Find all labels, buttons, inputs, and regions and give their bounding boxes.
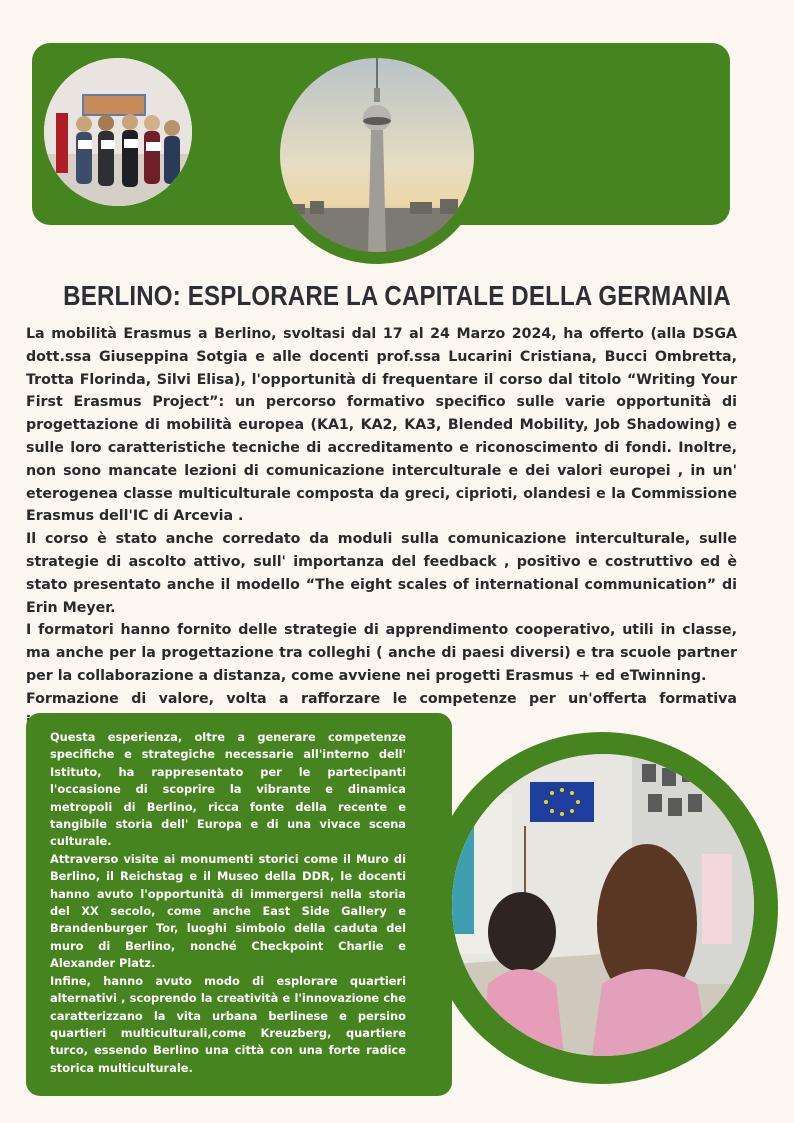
intro-paragraph-4: Formazione di valore, volta a rafforzare le competenze per un'offerta formativa (26, 690, 737, 707)
intro-paragraph-3: I formatori hanno fornito delle strategie di apprendimento cooperativo, utili in classe, ma anche per la progettazione tra colleghi ( anche di paesi diversi) e tra scuole partner per la collaborazione a distanza, come avviene nei progetti Erasmus + ed eTwinning. (26, 622, 737, 684)
box-paragraph-3: Infine, hanno avuto modo di esplorare quartieri alternativi , scoprendo la creatività e l'innovazione che caratterizzano la vita urbana berlinese e persino quartieri multiculturali,come Kreuzberg, quartiere turco, essendo Berlino una città con una forte radice storica multiculturale. (50, 973, 406, 1075)
children-eu-flag-photo (452, 754, 754, 1056)
box-paragraph-2: Attraverso visite ai monumenti storici come il Muro di Berlino, il Reichstag e il Museo della DDR, le docenti hanno avuto l'opportunità di immergersi nella storia del XX secolo, come anche East Side Gallery e Brandenburger Tor, luoghi simbolo della caduta del muro di Berlino, nonché Checkpoint Charlie e Alexander Platz. (50, 851, 406, 971)
box-paragraph-1: Questa esperienza, oltre a generare competenze specifiche e strategiche necessarie all'interno dell' Istituto, ha rappresentato per le partecipanti l'occasione di scoprire la vibrante e dinamica metropoli di Berlino, ricca fonte della recente e tangibile storia dell' Europa e di una vivace scena culturale. (50, 730, 406, 849)
intro-text (26, 323, 737, 733)
group-photo (44, 58, 192, 206)
experience-text (50, 729, 406, 1077)
intro-paragraph-2: Il corso è stato anche corredato da moduli sulla comunicazione interculturale, sulle strategie di ascolto attivo, sull' importanza del feedback , positivo e costruttivo ed è stato presentato anche il modello “The eight scales of international communication” di Erin Meyer. (26, 531, 737, 616)
intro-paragraph-1: La mobilità Erasmus a Berlino, svoltasi dal 17 al 24 Marzo 2024, ha offerto (alla DSGA dott.ssa Giuseppina Sotgia e alle docenti prof.ssa Lucarini Cristiana, Bucci Ombretta, Trotta Florinda, Silvi Elisa), l'opportunità di frequentare il corso dal titolo “Writing Your First Erasmus Project”: un percorso formativo specifico sulle varie opportunità di progettazione di mobilità europea (KA1, KA2, KA3, Blended Mobility, Job Shadowing) e sulle loro caratteristiche tecniche di accreditamento e riconoscimento di fondi. Inoltre, non sono mancate lezioni di comunicazione interculturale e dei valori europei , in un' eterogenea classe multiculturale composta da greci, ciprioti, olandesi e la Commissione Erasmus dell'IC di Arcevia . (26, 326, 737, 525)
page-title: BERLINO: ESPLORARE LA CAPITALE DELLA GERMANIA (63, 280, 731, 311)
berlin-tv-tower-photo (280, 58, 474, 252)
